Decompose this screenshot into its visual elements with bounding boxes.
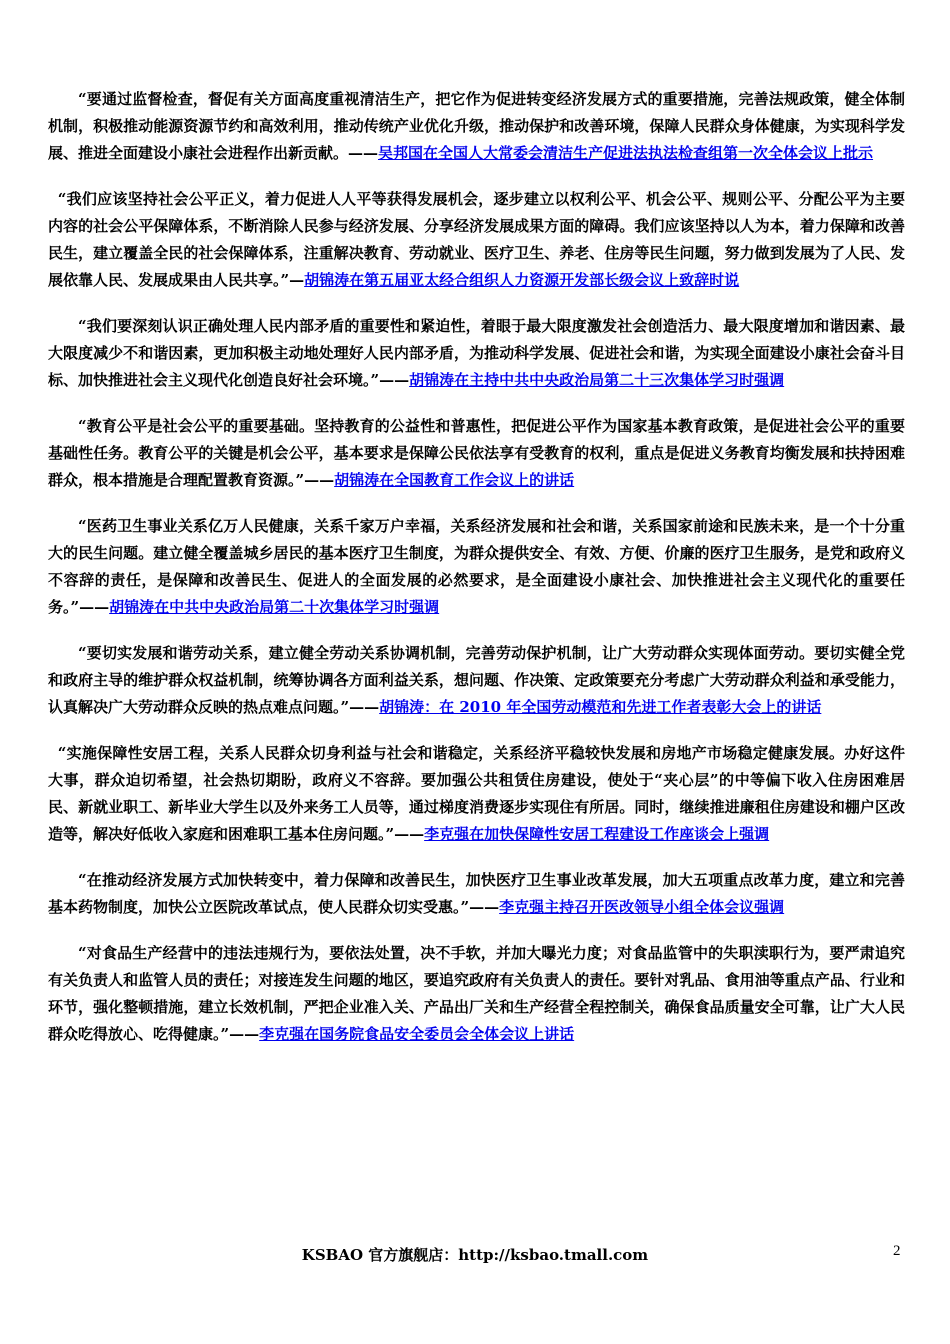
quote-paragraph: [48, 640, 905, 721]
quote-text: “我们要深刻认识正确处理人民内部矛盾的重要性和紧迫性，着眼于最大限度激发社会创造活力、最大限度增加和谐因素、最大限度减少不和谐因素，更加积极主动地处理好人民内部矛盾，为推动科学发展、促进社会和谐，为实现全面建设小康社会奋斗目标、加快推进社会主义现代化创造良好社会环境。”——: [48, 317, 905, 389]
quote-paragraph: [48, 186, 905, 294]
quote-source-link[interactable]: 李克强在国务院食品安全委员会全体会议上讲话: [259, 1025, 575, 1043]
quote-paragraph: [48, 313, 905, 394]
quote-text: “要切实发展和谐劳动关系，建立健全劳动关系协调机制，完善劳动保护机制，让广大劳动群众实现体面劳动。要切实健全党和政府主导的维护群众权益机制，统筹协调各方面利益关系，想问题、作决策、定政策要充分考虑广大劳动群众利益和承受能力，认真解决广大劳动群众反映的热点难点问题。”——: [48, 644, 905, 716]
quote-text: “实施保障性安居工程，关系人民群众切身利益与社会和谐稳定，关系经济平稳较快发展和房地产市场稳定健康发展。办好这件大事，群众迫切希望，社会热切期盼，政府义不容辞。要加强公共租赁住房建设，使处于“夹心层”的中等偏下收入住房困难居民、新就业职工、新毕业大学生以及外来务工人员等，通过梯度消费逐步实现住有所居。同时，继续推进廉租住房建设和棚户区改造等，解决好低收入家庭和困难职工基本住房问题。”——: [48, 744, 905, 843]
quote-text: “教育公平是社会公平的重要基础。坚持教育的公益性和普惠性，把促进公平作为国家基本教育政策，是促进社会公平的重要基础性任务。教育公平的关键是机会公平，基本要求是保障公民依法享有受教育的权利，重点是促进义务教育均衡发展和扶持困难群众，根本措施是合理配置教育资源。”——: [48, 417, 905, 489]
quote-source-link[interactable]: 李克强在加快保障性安居工程建设工作座谈会上强调: [424, 825, 770, 843]
quote-paragraph: [48, 513, 905, 621]
quote-text: “我们应该坚持社会公平正义，着力促进人人平等获得发展机会，逐步建立以权利公平、机会公平、规则公平、分配公平为主要内容的社会公平保障体系，不断消除人民参与经济发展、分享经济发展成果方面的障碍。我们应该坚持以人为本，着力保障和改善民生，建立覆盖全民的社会保障体系，注重解决教育、劳动就业、医疗卫生、养老、住房等民生问题，努力做到发展为了人民、发展依靠人民、发展成果由人民共享。”—: [48, 190, 905, 289]
quote-paragraph: [48, 740, 905, 848]
quote-paragraph: [48, 940, 905, 1048]
quote-source-link[interactable]: 胡锦涛在中共中央政治局第二十次集体学习时强调: [109, 598, 440, 616]
quote-source-link[interactable]: 胡锦涛：在 2010 年全国劳动模范和先进工作者表彰大会上的讲话: [379, 698, 822, 716]
quote-source-link[interactable]: 吴邦国在全国人大常委会清洁生产促进法执法检查组第一次全体会议上批示: [378, 144, 874, 162]
quote-source-link[interactable]: 胡锦涛在主持中共中央政治局第二十三次集体学习时强调: [409, 371, 785, 389]
quote-paragraph: [48, 413, 905, 494]
page-footer: KSBAO 官方旗舰店：http://ksbao.tmall.com: [301, 1246, 649, 1264]
page-number: 2: [893, 1243, 901, 1259]
quote-text: “在推动经济发展方式加快转变中，着力保障和改善民生，加快医疗卫生事业改革发展，加大五项重点改革力度，建立和完善基本药物制度，加快公立医院改革试点，使人民群众切实受惠。”——: [48, 871, 905, 916]
quote-source-link[interactable]: 李克强主持召开医改领导小组全体会议强调: [499, 898, 785, 916]
quote-source-link[interactable]: 胡锦涛在第五届亚太经合组织人力资源开发部长级会议上致辞时说: [304, 271, 740, 289]
quote-text: “对食品生产经营中的违法违规行为，要依法处置，决不手软，并加大曝光力度；对食品监管中的失职渎职行为，要严肃追究有关负责人和监管人员的责任；对接连发生问题的地区，要追究政府有关负责人的责任。要针对乳品、食用油等重点产品、行业和环节，强化整顿措施，建立长效机制，严把企业准入关、产品出厂关和生产经营全程控制关，确保食品质量安全可靠，让广大人民群众吃得放心、吃得健康。”——: [48, 944, 905, 1043]
quote-text: “医药卫生事业关系亿万人民健康，关系千家万户幸福，关系经济发展和社会和谐，关系国家前途和民族未来，是一个十分重大的民生问题。建立健全覆盖城乡居民的基本医疗卫生制度，为群众提供安全、有效、方便、价廉的医疗卫生服务，是党和政府义不容辞的责任，是保障和改善民生、促进人的全面发展的必然要求，是全面建设小康社会、加快推进社会主义现代化的重要任务。”——: [48, 517, 905, 616]
quote-paragraph: [48, 86, 905, 167]
quote-text: “要通过监督检查，督促有关方面高度重视清洁生产，把它作为促进转变经济发展方式的重要措施，完善法规政策，健全体制机制，积极推动能源资源节约和高效利用，推动传统产业优化升级，推动保护和改善环境，保障人民群众身体健康，为实现科学发展、推进全面建设小康社会进程作出新贡献。——: [48, 90, 905, 162]
quote-paragraph: [48, 867, 905, 921]
document-body: [48, 86, 905, 1067]
quote-source-link[interactable]: 胡锦涛在全国教育工作会议上的讲话: [334, 471, 575, 489]
